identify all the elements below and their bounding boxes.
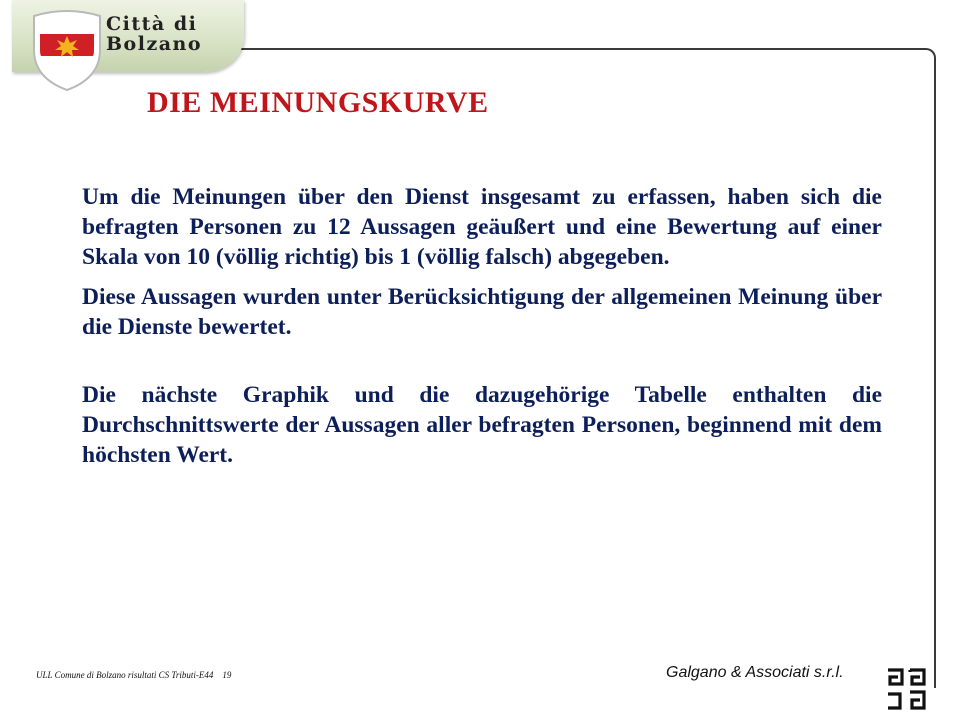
city-logo-text bbox=[106, 14, 226, 54]
logo-line-2: Bolzano bbox=[106, 33, 203, 55]
paragraph-chart-note: Die nächste Graphik und die dazugehörige Tabelle enthalten die Durchschnittswerte der Aussagen aller befragten Personen, beginnend mit dem höchsten Wert. bbox=[82, 382, 882, 468]
paragraph-evaluation: Diese Aussagen wurden unter Berücksichtigung der allgemeinen Meinung über die Dienste bewertet. bbox=[82, 284, 882, 340]
galgano-logo-icon bbox=[884, 664, 932, 714]
footer-source bbox=[36, 670, 231, 680]
bolzano-coat-of-arms-icon bbox=[30, 10, 104, 92]
paragraph-intro: Um die Meinungen über den Dienst insgesamt zu erfassen, haben sich die befragten Personen zu 12 Aussagen geäußert und eine Bewertung auf einer Skala von 10 (völlig richtig) bis 1 (völlig falsch) abgegeben. bbox=[82, 184, 882, 270]
footer-company: Galgano & Associati s.r.l. bbox=[666, 664, 844, 681]
slide-title: DIE MEINUNGSKURVE bbox=[147, 86, 489, 119]
footer-source-text: ULL Comune di Bolzano risultati CS Tributi-E44 bbox=[36, 670, 214, 680]
logo-line-1: Città di bbox=[106, 13, 198, 35]
slide-body bbox=[82, 182, 882, 470]
footer-page-number: 19 bbox=[222, 670, 232, 680]
